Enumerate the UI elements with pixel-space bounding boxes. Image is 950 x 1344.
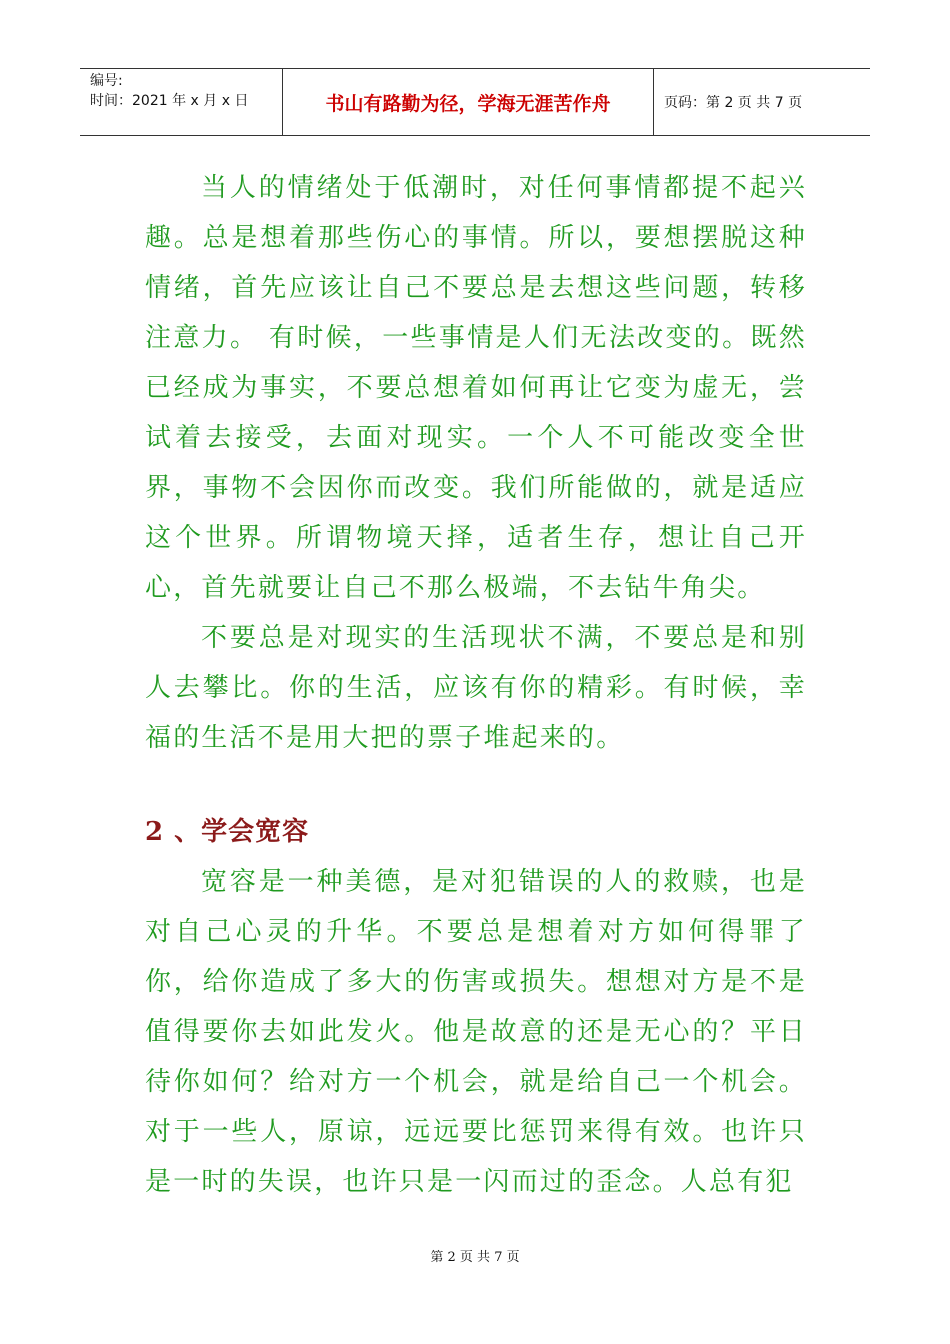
document-number-label: 编号: xyxy=(90,73,123,89)
paragraph-comparison: 不要总是对现实的生活现状不满，不要总是和别人去攀比。你的生活，应该有你的精彩。有时候，幸福的生活不是用大把的票子堆起来的。 xyxy=(145,623,807,753)
section-heading-tolerance: 2 、学会宽容 xyxy=(145,817,310,847)
document-date: 时间：2021 年 x 月 x 日 xyxy=(90,93,249,109)
page-header xyxy=(80,68,870,136)
paragraph-tolerance: 宽容是一种美德，是对犯错误的人的救赎，也是对自己心灵的升华。不要总是想着对方如何得罪了你，给你造成了多大的伤害或损失。想想对方是不是值得要你去如此发火。他是故意的还是无心的？平日待你如何？给对方一个机会，就是给自己一个机会。对于一些人，原谅，远远要比惩罚来得有效。也许只是一时的失误，也许只是一闪而过的歪念。人总有犯 xyxy=(145,867,807,1197)
body-section-2 xyxy=(145,857,807,1207)
header-motto: 书山有路勤为径，学海无涯苦作舟 xyxy=(282,69,654,135)
body-section-1 xyxy=(145,163,807,763)
page-footer: 第 2 页 共 7 页 xyxy=(430,1250,520,1265)
paragraph-emotion: 当人的情绪处于低潮时，对任何事情都提不起兴趣。总是想着那些伤心的事情。所以，要想摆脱这种情绪，首先应该让自己不要总是去想这些问题，转移注意力。 有时候，一些事情是人们无法改变的。既然已经成为事实，不要总想着如何再让它变为虚无，尝试着去接受，去面对现实。一个人不可能改变全世界，事物不会因你而改变。我们所能做的，就是适应这个世界。所谓物境天择，适者生存，想让自己开心，首先就要让自己不那么极端，不去钻牛角尖。 xyxy=(145,173,807,603)
header-meta xyxy=(80,69,282,135)
header-page-info: 页码：第 2 页 共 7 页 xyxy=(664,95,803,111)
